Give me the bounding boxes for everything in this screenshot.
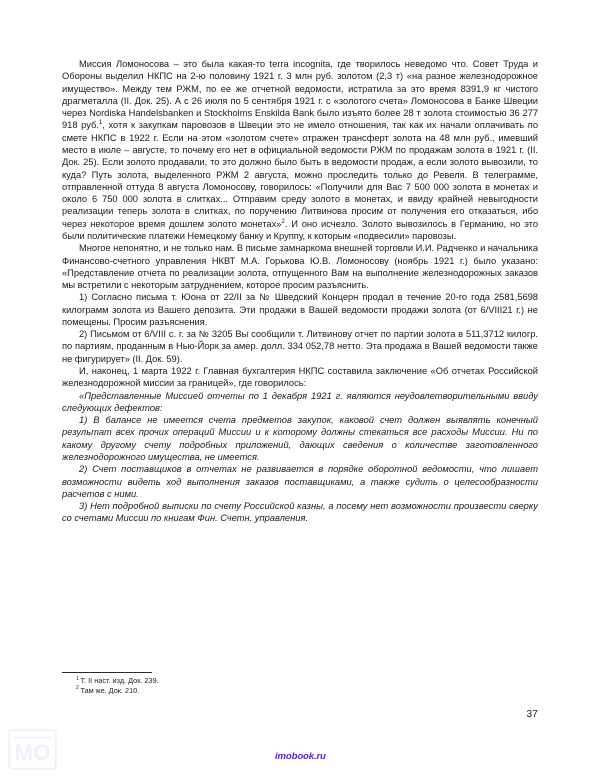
- footnote-1-text: Т. II наст. изд. Док. 239.: [80, 676, 159, 685]
- quote-paragraph-2: 1) В балансе не имеется счета предметов закупок, каковой счет должен выявлять конечный результат всех прочих операций Миссии и к которому должны стекаться все расходы Миссии. Ни по какому другому счету подробных приложений, дающих сведения о количестве заготовленного железнодорожного имущества, не имеется.: [62, 415, 538, 462]
- footnote-2-marker: 2: [76, 685, 79, 692]
- svg-text:MO: MO: [14, 740, 51, 765]
- footnote-separator-rule: [62, 672, 152, 673]
- body-text-column: [62, 58, 538, 525]
- quote-paragraph-4: 3) Нет подробной выписки по счету Российской казны, а посему нет возможности произвести сверку со счетами Миссии по книгам Фин. Счетн. управления.: [62, 501, 538, 524]
- quote-paragraph-3: 2) Счет поставщиков в отчетах не развивается в порядке оборотной ведомости, что лишает возможности видеть ход выполнения заказов поставщиками, а также судить о целесообразности расчетов с ними.: [62, 464, 538, 499]
- footnote-marker-2[interactable]: 2: [281, 217, 285, 225]
- footnote-marker-1[interactable]: 1: [98, 119, 103, 127]
- paragraph-2: Многое непонятно, и не только нам. В письме замнаркома внешней торговли И.И. Радченко и начальника Финансово-счетного управления НКВТ М.А. Горькова Ю.В. Ломоносову (ноябрь 1921 г.) было указано: «Представление отчета по реализации золота, отпущенного Вам на выполнение железнодорожных заказов мы встретили с некоторым затруднением, которое просим разъяснить.: [62, 243, 538, 291]
- paragraph-1: [62, 58, 538, 242]
- site-watermark-label: imobook.ru: [275, 751, 326, 762]
- mo-logo-watermark-icon: [8, 729, 57, 770]
- footnote-2: [76, 686, 538, 696]
- paragraph-1-text: Миссия Ломоносова – это была какая-то terra incognita, где творилось неведомо что. Совет Труда и Обороны выделил НКПС на 2-ю половину 1921 г. 3 млн руб. золотом (2,3 т) «на разное железнодорожное имущество». Между тем РЖМ, по ее же отчетной ведомости, истратила за это время 8391,9 кг чистого драгметалла (II. Док. 25). А с 26 июля по 5 сентября 1921 г. с «золотого счета» Ломоносова в Банке Швеции через Nordiska Handelsbanken и Stockholms Enskilda Bank было изъято более 28 т золота стоимостью 36 277 918 руб.: [62, 59, 538, 131]
- quote-paragraph-1: «Представленные Миссией отчеты по 1 декабря 1921 г. являются неудовлетворительными ввиду следующих дефектов:: [62, 390, 538, 413]
- paragraph-4: 2) Письмом от 6/VIII с. г. за № 3205 Вы сообщили т. Литвинову отчет по партии золота в 511,3712 килогр. по партиям, проданным в Нью-Йорк за амер. долл. 334 052,78 нетто. Эта продажа в Вашей ведомости также не фигурирует» (II. Док. 59).: [62, 329, 538, 364]
- paragraph-5: И, наконец, 1 марта 1922 г. Главная бухгалтерия НКПС составила заключение «Об отчетах Российской железнодорожной миссии за границей», где говорилось:: [62, 366, 538, 389]
- paragraph-1-continuation: , хотя к закупкам паровозов в Швеции это не имело отношения, так как их начали оплачивать по смете НКПС в 1922 г. Если на этом «золотом счете» отражен трансферт золота на 48 млн руб., имевший место в июле – августе, то почему его нет в официальной ведомости РЖМ по продажам золота в 1921 г. (II. Док. 25). Если золото продавали, то это должно было быть в ведомости продаж, а если золото вывозили, то куда? Путь золота, выделенного РЖМ 2 августа, можно проследить только до Ревеля. В телеграмме, отправленной оттуда 8 августа Ломоносову, говорилось: «Получили для Вас 7 500 000 золота в монетах и около 6 750 000 золота в слитках... Отправим среду золото в монетах, и ввиду крайней невыгодности реализации теперь золота в слитках, по поручению Литвинова просим от получения его отказаться, ибо через некоторое время дошлем золото монетах»: [62, 120, 538, 229]
- footnote-1: [76, 676, 538, 686]
- footnote-1-marker: 1: [76, 675, 79, 682]
- paragraph-1-tail: . И оно исчезло. Золото вывозилось в Германию, но это были политические платежи Немецкому банку и Круппу, к которым «подвесили» паровозы.: [62, 218, 538, 241]
- footnote-area: [62, 672, 538, 695]
- paragraph-3: 1) Согласно письма т. Юона от 22/II за № Шведский Концерн продал в течение 20-го года 2581,5698 килограмм золота из Вашего депозита. Эти продажи в Вашей ведомости продажи золота (от 6/VIII21 г.) не помещены. Просим разъяснения.: [62, 292, 538, 327]
- footnote-2-text: Там же. Док. 210.: [80, 685, 140, 695]
- page-number: 37: [526, 709, 538, 720]
